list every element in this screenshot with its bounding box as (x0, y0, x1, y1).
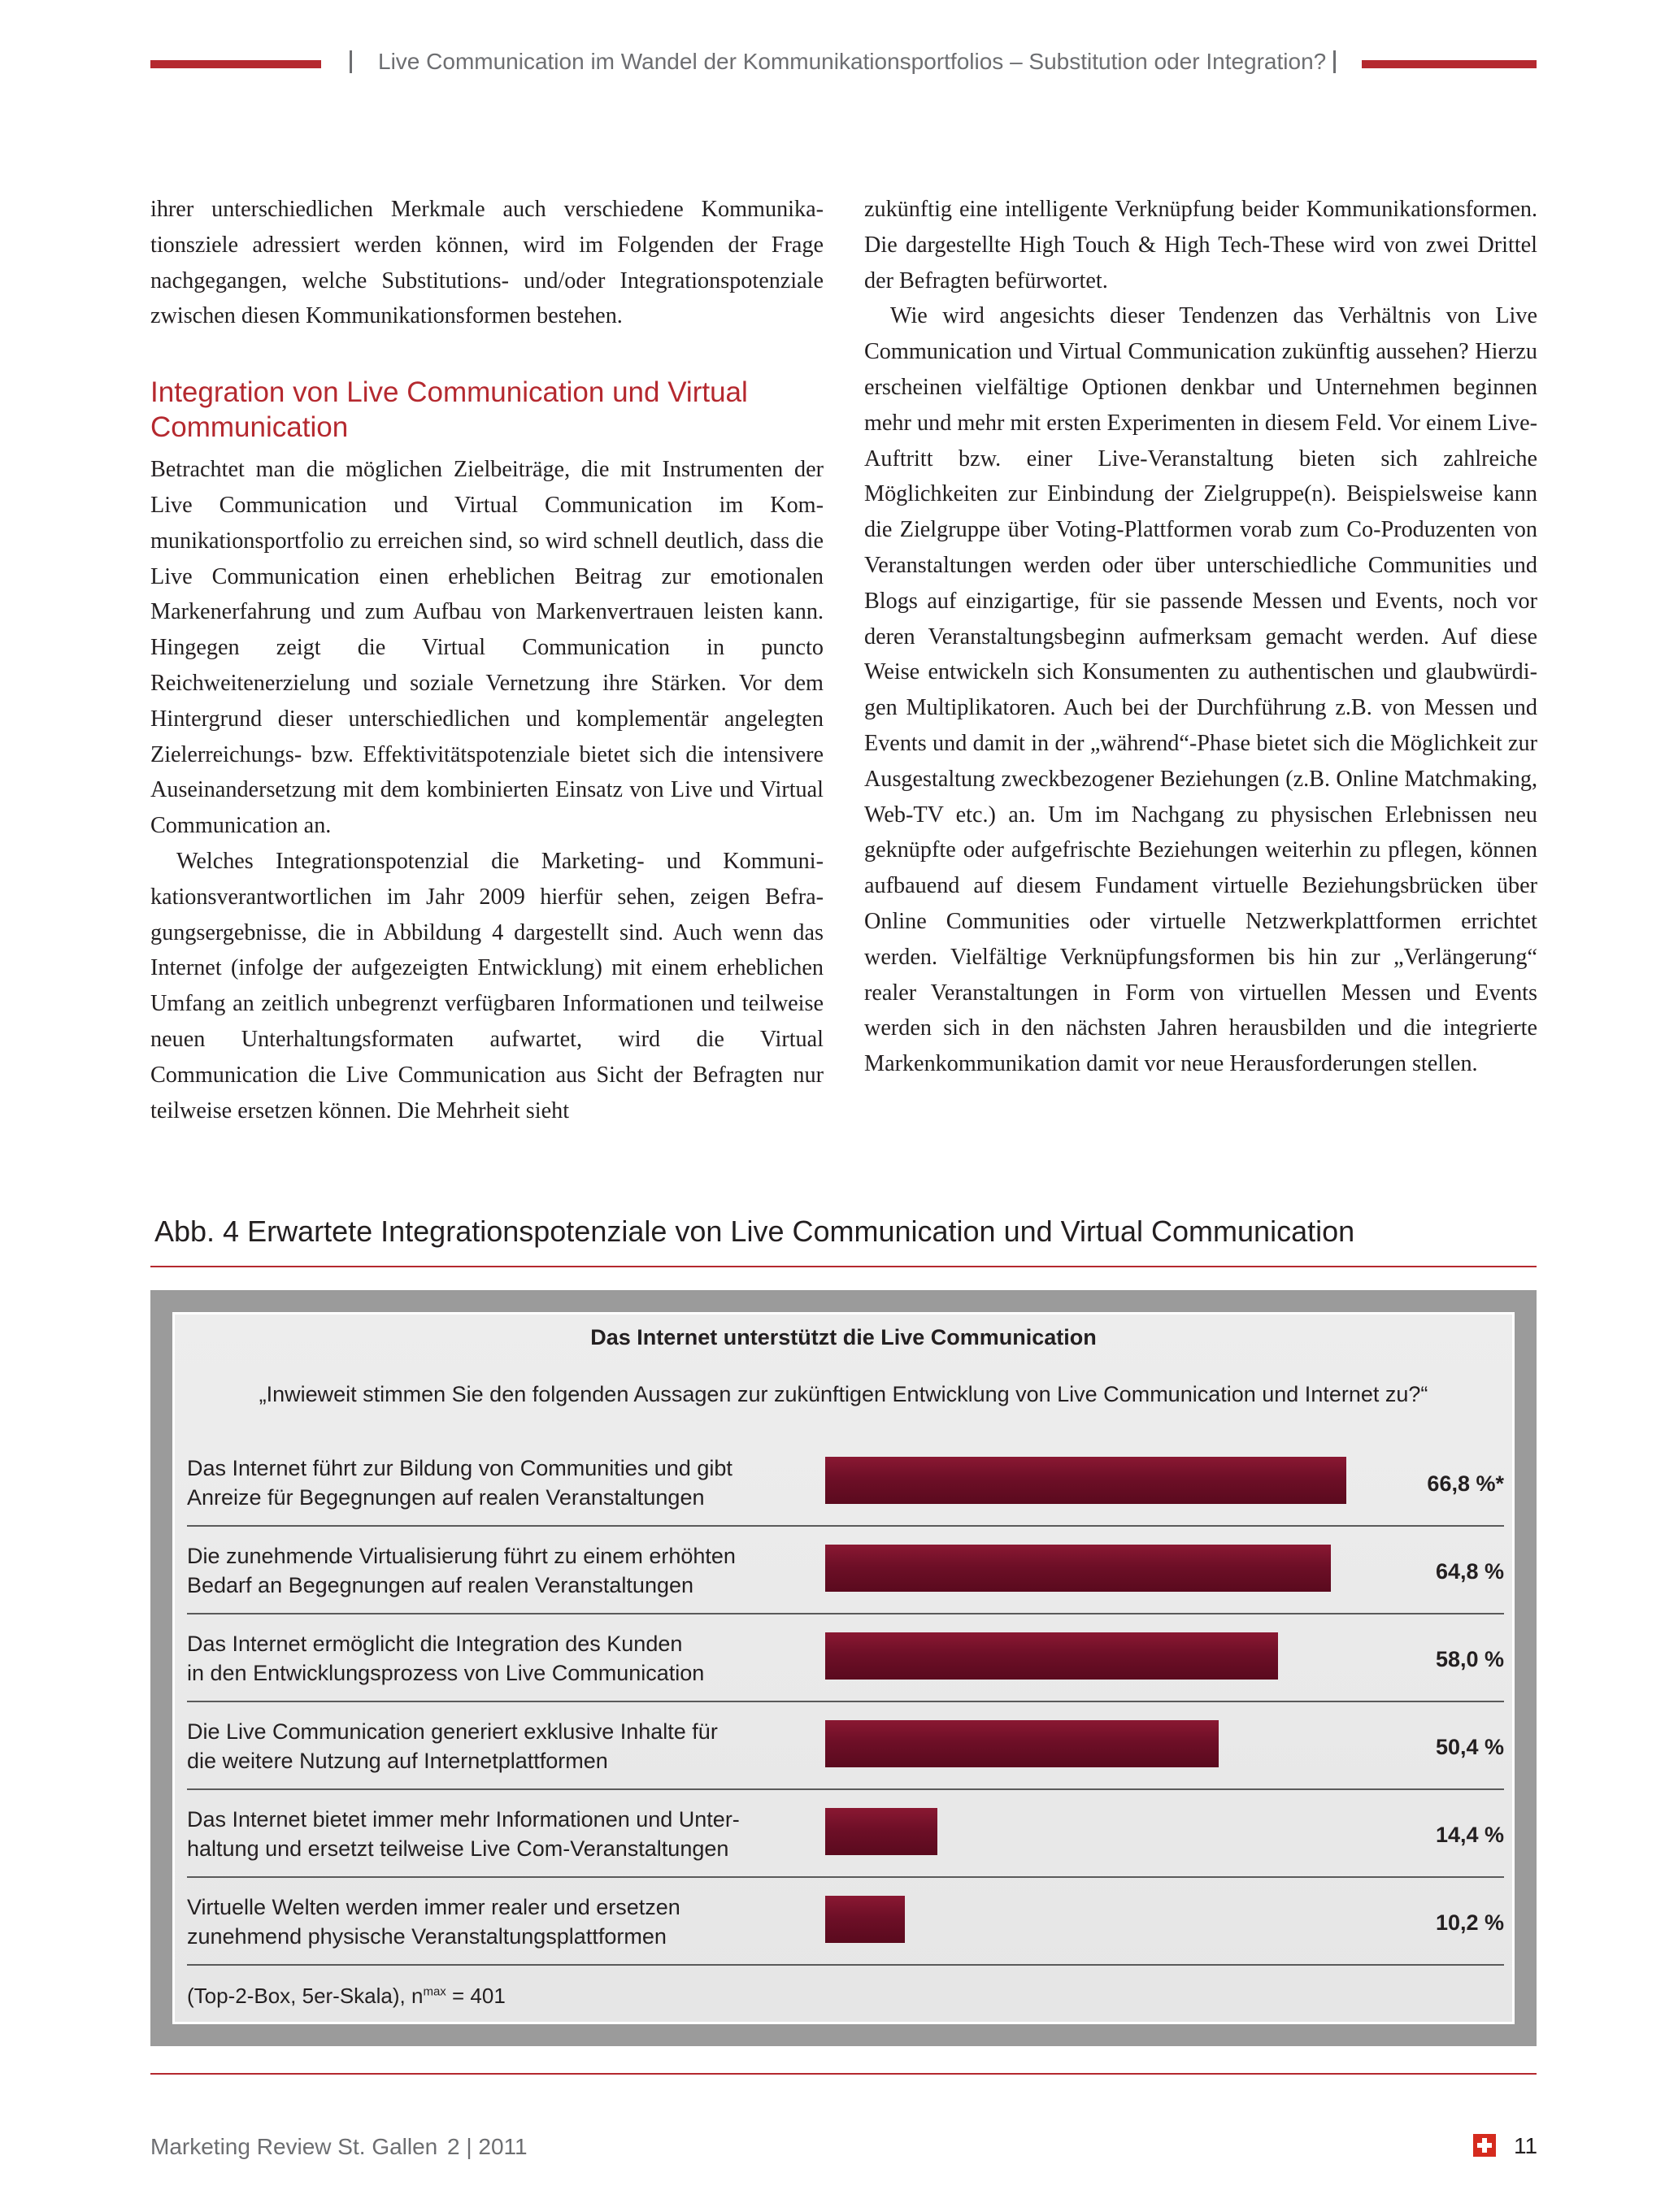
bar-value-label: 64,8 % (1435, 1559, 1504, 1584)
category-label-line: zunehmend physische Veranstaltungsplattformen (187, 1924, 667, 1949)
paragraph: zukünftig eine intelligente Verknüpfung beider Kommunikationsformen. Die dargestellte High Touch & High Tech-These wird von zwei Drittel der Befragten befürwortet. (864, 197, 1537, 293)
bar-category-label (187, 1717, 772, 1775)
header-separator-left (350, 50, 352, 73)
category-label-line: haltung und ersetzt teilweise Live Com-Veranstaltungen (187, 1836, 729, 1861)
bar (825, 1632, 1278, 1680)
category-label-line: Das Internet führt zur Bildung von Communities und gibt (187, 1456, 733, 1480)
footnote-suffix: = 401 (446, 1984, 506, 2008)
row-divider (187, 1964, 1504, 1966)
running-title: Live Communication im Wandel der Kommunikationsportfolios – Substitution oder Integration? (378, 49, 1327, 74)
header-separator-right (1333, 50, 1336, 73)
paragraph: Welches Integrationspotenzial die Marketing- und Kommunikationsverantwortlichen im Jahr 2009 hierfür sehen, zeigen Befragungsergebnisse, die in Abbildung 4 dargestellt sind. Auch wenn das Internet (infolge der aufgezeigten Entwicklung) mit einem erheblichen Umfang an zeitlich unbegrenzt verfügbaren Informationen und teilweise neuen Unterhaltungsformaten aufwartet, wird die Virtual Communication die Live Communication aus Sicht der Befragten nur teilweise ersetzen können. Die Mehrheit sieht (150, 848, 824, 1123)
chart-row (187, 1629, 1504, 1717)
paragraph: Wie wird angesichts dieser Tendenzen das Verhältnis von Live Communication und Virtual Communication zukünftig aussehen? Hierzu erscheinen vielfältige Optionen denkbar und Unternehmen beginnen mehr und mehr mit ersten Experimenten in diesem Feld. Vor einem Live-Auftritt bzw. einer Live-Veranstaltung bieten sich zahlreiche Möglichkeiten zur Einbindung der Zielgruppe(n). Beispielsweise kann die Zielgruppe über Voting-Plattformen vorab zum Co-Produzenten von Veranstaltungen werden oder über unterschiedliche Communities und Blogs auf einzigartige, für sie passende Messen und Events, noch vor deren Veranstaltungsbeginn aufmerksam gemacht werden. Auf diese Weise entwickeln sich Konsumenten zu authentischen und glaubwürdigen Multiplikatoren. Auch bei der Durchführung z.B. von Messen und Events und damit in der „während“-Phase bietet sich die Möglichkeit zur Ausgestaltung zweckbezogener Beziehungen (z.B. Online Matchmaking, Web-TV etc.) an. Um im Nachgang zu physischen Erlebnissen neu geknüpfte oder aufgefrischte Beziehungen weiterhin zu pflegen, können aufbauend auf diesem Fundament virtuelle Beziehungsbrücken über Online Communities oder virtuelle Netzwerkplattformen errichtet werden. Vielfältige Verknüpfungsformen bis hin zur „Verlängerung“ realer Veranstaltungen in Form von virtuellen Messen und Events werden sich in den nächsten Jahren herausbilden und die integrierte Markenkommunikation damit vor neue Herausforderungen stellen. (864, 303, 1537, 1077)
page-number: 11 (1514, 2133, 1538, 2158)
category-label-line: Virtuelle Welten werden immer realer und ersetzen (187, 1895, 680, 1919)
category-label-line: die weitere Nutzung auf Internetplattformen (187, 1749, 608, 1773)
bar-value-label: 66,8 %* (1427, 1471, 1504, 1496)
right-column (864, 192, 1537, 1082)
category-label-line: Anreize für Begegnungen auf realen Veranstaltungen (187, 1485, 705, 1510)
category-label-line: Die Live Communication generiert exklusive Inhalte für (187, 1719, 718, 1744)
bar-category-label (187, 1805, 772, 1863)
bar-category-label (187, 1629, 772, 1688)
bar (825, 1545, 1331, 1592)
bar-value-label: 50,4 % (1435, 1735, 1504, 1759)
chart-footnote (187, 1984, 506, 2009)
section-heading: Integration von Live Communication und Virtual Communication (150, 376, 748, 444)
chart-row (187, 1805, 1504, 1893)
chart-question: „Inwieweit stimmen Sie den folgenden Aussagen zur zukünftigen Entwicklung von Live Communication und Internet zu?“ (259, 1382, 1428, 1406)
bar-value-label: 14,4 % (1435, 1823, 1504, 1847)
row-divider (187, 1876, 1504, 1878)
bar-value-label: 10,2 % (1435, 1910, 1504, 1935)
category-label-line: Das Internet bietet immer mehr Informationen und Unter- (187, 1807, 740, 1832)
chart-row (187, 1541, 1504, 1629)
paragraph: ihrer unterschiedlichen Merkmale auch verschiedene Kommunikationsziele adressiert werden können, wird im Folgenden der Frage nachgegangen, welche Substitutions- und/oder Integrationspotenziale zwischen diesen Kommunikationsformen bestehen. (150, 197, 824, 329)
footnote-sup: max (423, 1984, 446, 1999)
category-label-line: Bedarf an Begegnungen auf realen Veranstaltungen (187, 1573, 694, 1597)
bar (825, 1896, 905, 1943)
figure-caption-rule (150, 1266, 1537, 1267)
chart-row (187, 1893, 1504, 1980)
figure-caption: Abb. 4 Erwartete Integrationspotenziale von Live Communication und Virtual Communication (154, 1215, 1355, 1248)
bar (825, 1457, 1346, 1504)
paragraph: Betrachtet man die möglichen Zielbeiträge, die mit Instrumenten der Live Communication und Virtual Communication im Kommunikationsportfolio zu erreichen sind, so wird schnell deutlich, dass die Live Communication einen erheblichen Beitrag zur emotionalen Markenerfahrung und zum Aufbau von Markenvertrauen leisten kann. Hingegen zeigt die Virtual Communication in puncto Reichweitenerzielung und soziale Vernetzung ihre Stärken. Vor dem Hintergrund dieser unterschiedlichen und komplementär angelegten Zielerreichungs- bzw. Effektivitätspotenziale bietet sich die intensivere Auseinandersetzung mit dem kombinierten Einsatz von Live und Virtual Communication an. (150, 457, 824, 839)
bar-value-label: 58,0 % (1435, 1647, 1504, 1671)
journal-name: Marketing Review St. Gallen (150, 2134, 438, 2159)
left-column (150, 192, 824, 1128)
bar-category-label (187, 1454, 772, 1512)
swiss-flag-icon (1473, 2134, 1496, 2157)
chart-row (187, 1454, 1504, 1541)
bar (825, 1808, 937, 1855)
category-label-line: Die zunehmende Virtualisierung führt zu einem erhöhten (187, 1544, 736, 1568)
row-divider (187, 1525, 1504, 1527)
bottom-rule (150, 2073, 1537, 2075)
chart-row (187, 1717, 1504, 1805)
bar (825, 1720, 1219, 1767)
category-label-line: Das Internet ermöglicht die Integration des Kunden (187, 1632, 683, 1656)
bar-category-label (187, 1893, 772, 1951)
row-divider (187, 1701, 1504, 1702)
header-rule-left (150, 60, 321, 68)
issue-number: 2 | 2011 (447, 2134, 528, 2159)
category-label-line: in den Entwicklungsprozess von Live Communication (187, 1661, 705, 1685)
chart-title: Das Internet unterstützt die Live Communication (590, 1325, 1097, 1349)
footnote-prefix: (Top-2-Box, 5er-Skala), n (187, 1984, 424, 2008)
row-divider (187, 1613, 1504, 1614)
row-divider (187, 1788, 1504, 1790)
header-rule-right (1362, 60, 1537, 68)
bar-category-label (187, 1541, 772, 1600)
